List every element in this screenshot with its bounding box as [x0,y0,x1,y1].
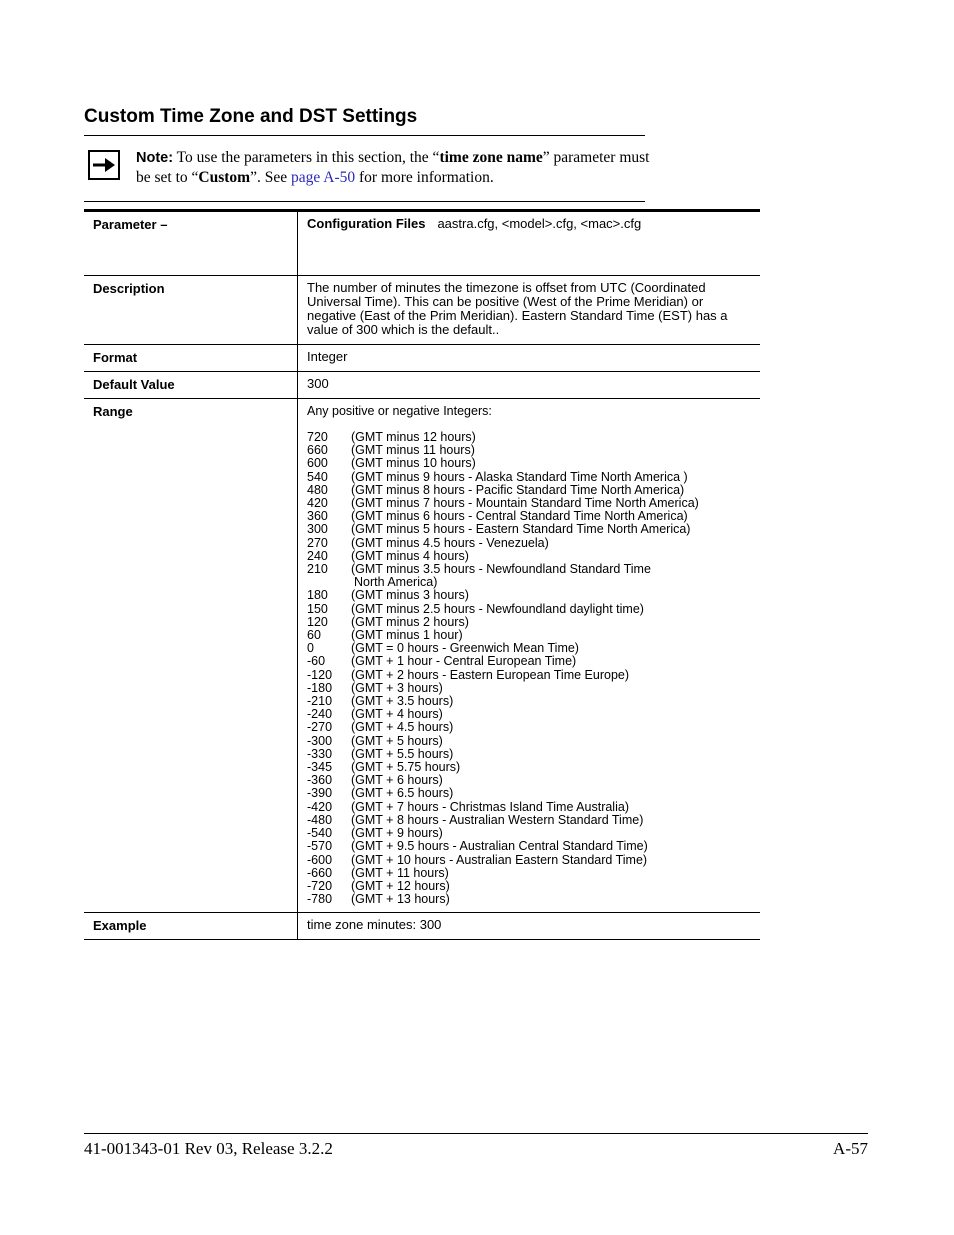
range-desc: (GMT = 0 hours - Greenwich Mean Time) [351,641,579,656]
range-desc: (GMT + 6.5 hours) [351,786,454,801]
section-title: Custom Time Zone and DST Settings [84,106,418,127]
range-desc: (GMT minus 6 hours - Central Standard Time North America) [351,509,688,524]
config-files-value: aastra.cfg, <model>.cfg, <mac>.cfg [437,216,642,231]
format-value: Integer [298,345,761,372]
range-desc: (GMT + 4 hours) [351,707,443,722]
range-item [307,523,751,536]
range-desc: (GMT + 9.5 hours - Australian Central Standard Time) [351,839,648,854]
range-desc: (GMT + 5 hours) [351,733,443,748]
range-desc: (GMT + 3 hours) [351,680,443,695]
range-desc: (GMT minus 4.5 hours - Venezuela) [351,535,549,550]
config-files-label: Configuration Files [307,216,426,231]
range-desc: (GMT + 3.5 hours) [351,694,454,709]
range-code: 300 [307,522,328,537]
range-code: -345 [307,760,333,775]
range-desc: (GMT + 12 hours) [351,878,450,893]
range-desc: (GMT + 9 hours) [351,826,443,841]
range-item [307,867,751,880]
footer-page-number: A-57 [833,1139,868,1158]
range-code: -420 [307,799,333,814]
range-item [307,840,751,853]
range-code: 60 [307,628,321,643]
range-item [307,893,751,906]
table-row [84,211,760,276]
range-code: -540 [307,826,333,841]
table-row [84,372,760,399]
range-desc: (GMT minus 2 hours) [351,614,469,629]
range-code: -360 [307,773,333,788]
table-row [84,399,760,913]
description-value: The number of minutes the timezone is offset from UTC (Coordinated Universal Time). This can be positive (West of the Prime Meridian) or negative (East of the Prim Meridian). Eastern Standard Time (EST) has a value of 300 which is the default.. [298,276,761,345]
range-desc: (GMT minus 1 hour) [351,628,463,643]
range-item [307,589,751,602]
range-item [307,655,751,668]
note-bold-1: time zone name [439,149,543,166]
range-code: 180 [307,588,328,603]
range-desc: (GMT minus 12 hours) [351,430,476,444]
note-text-3: ”. See [250,169,291,186]
range-code: 420 [307,496,328,511]
range-desc: (GMT + 2 hours - Eastern European Time Europe) [351,667,630,682]
range-desc: (GMT + 11 hours) [351,865,449,880]
range-code: 150 [307,601,328,616]
page-link[interactable]: page A-50 [290,169,356,186]
range-desc: (GMT + 13 hours) [351,892,450,907]
note-bold-2: Custom [198,169,251,186]
format-label: Format [84,345,298,372]
range-intro: Any positive or negative Integers: [307,404,492,418]
note-label: Note: [136,150,174,166]
note-text-4: for more information. [355,169,494,186]
footer-doc-id: 41-001343-01 Rev 03, Release 3.2.2 [84,1139,333,1158]
range-code: 360 [307,509,328,524]
range-item [307,787,751,800]
range-code: 120 [307,614,328,629]
range-desc: (GMT minus 3 hours) [351,588,469,603]
range-desc: (GMT minus 4 hours) [351,548,469,563]
range-code: 270 [307,535,328,550]
range-desc: (GMT + 8 hours - Australian Western Standard Time) [351,812,644,827]
range-code: 0 [307,641,314,656]
note-rule [84,201,645,202]
default-value-value: 300 [298,372,761,399]
range-value [298,399,761,913]
range-desc: (GMT minus 7 hours - Mountain Standard Time North America) [351,496,699,511]
range-desc: (GMT minus 11 hours) [351,443,475,458]
range-desc: (GMT minus 9 hours - Alaska Standard Time North America ) [351,469,688,484]
range-code: -570 [307,839,333,854]
range-desc: (GMT + 6 hours) [351,773,443,788]
range-desc: North America) [354,575,438,590]
range-code: -600 [307,852,333,867]
range-desc: (GMT + 5.75 hours) [351,760,461,775]
range-label: Range [84,399,298,913]
range-code: -240 [307,707,333,722]
range-desc: (GMT minus 2.5 hours - Newfoundland daylight time) [351,601,644,616]
range-code: 240 [307,548,328,563]
note-text-1: To use the parameters in this section, the “ [173,149,440,166]
range-code: -270 [307,720,333,735]
range-desc: (GMT + 7 hours - Christmas Island Time Australia) [351,799,629,814]
range-code: -330 [307,746,333,761]
range-desc: (GMT minus 8 hours - Pacific Standard Time North America) [351,482,685,497]
table-row [84,345,760,372]
range-item [307,471,751,484]
footer-rule [84,1133,868,1134]
range-code: -780 [307,892,333,907]
range-item [307,603,751,616]
range-item [307,854,751,867]
range-code: -120 [307,667,333,682]
table-row [84,276,760,345]
range-code: -390 [307,786,333,801]
note-text-2: ” parameter must be set to “ [136,149,650,186]
description-label: Description [84,276,298,345]
range-desc: (GMT + 1 hour - Central European Time) [351,654,577,669]
note-text [136,148,656,188]
range-code: 720 [307,430,328,444]
arrow-right-icon [88,150,120,180]
range-item [307,457,751,470]
range-desc: (GMT minus 10 hours) [351,456,476,471]
range-item [307,735,751,748]
range-code: -60 [307,654,326,669]
range-code: 600 [307,456,328,471]
range-desc: (GMT minus 5 hours - Eastern Standard Time North America) [351,522,691,537]
range-code: 660 [307,443,328,458]
range-item [307,537,751,550]
range-code: -480 [307,812,333,827]
range-code: -180 [307,680,333,695]
range-desc: (GMT + 4.5 hours) [351,720,454,735]
range-code: -720 [307,878,333,893]
range-item [307,801,751,814]
example-value: time zone minutes: 300 [298,913,761,940]
parameter-table [84,209,760,940]
default-value-label: Default Value [84,372,298,399]
range-desc: (GMT minus 3.5 hours - Newfoundland Standard Time [351,562,651,577]
range-code: -660 [307,865,333,880]
config-files-cell [298,211,761,276]
range-item [307,721,751,734]
range-desc: (GMT + 5.5 hours) [351,746,454,761]
range-code: 210 [307,562,328,577]
range-list [307,431,751,906]
range-item [307,669,751,682]
range-code: 480 [307,482,328,497]
range-code: -210 [307,694,333,709]
title-rule [84,135,645,136]
table-row [84,913,760,940]
range-code: -300 [307,733,333,748]
parameter-label: Parameter – [84,211,298,276]
range-code: 540 [307,469,328,484]
range-desc: (GMT + 10 hours - Australian Eastern Standard Time) [351,852,648,867]
example-label: Example [84,913,298,940]
